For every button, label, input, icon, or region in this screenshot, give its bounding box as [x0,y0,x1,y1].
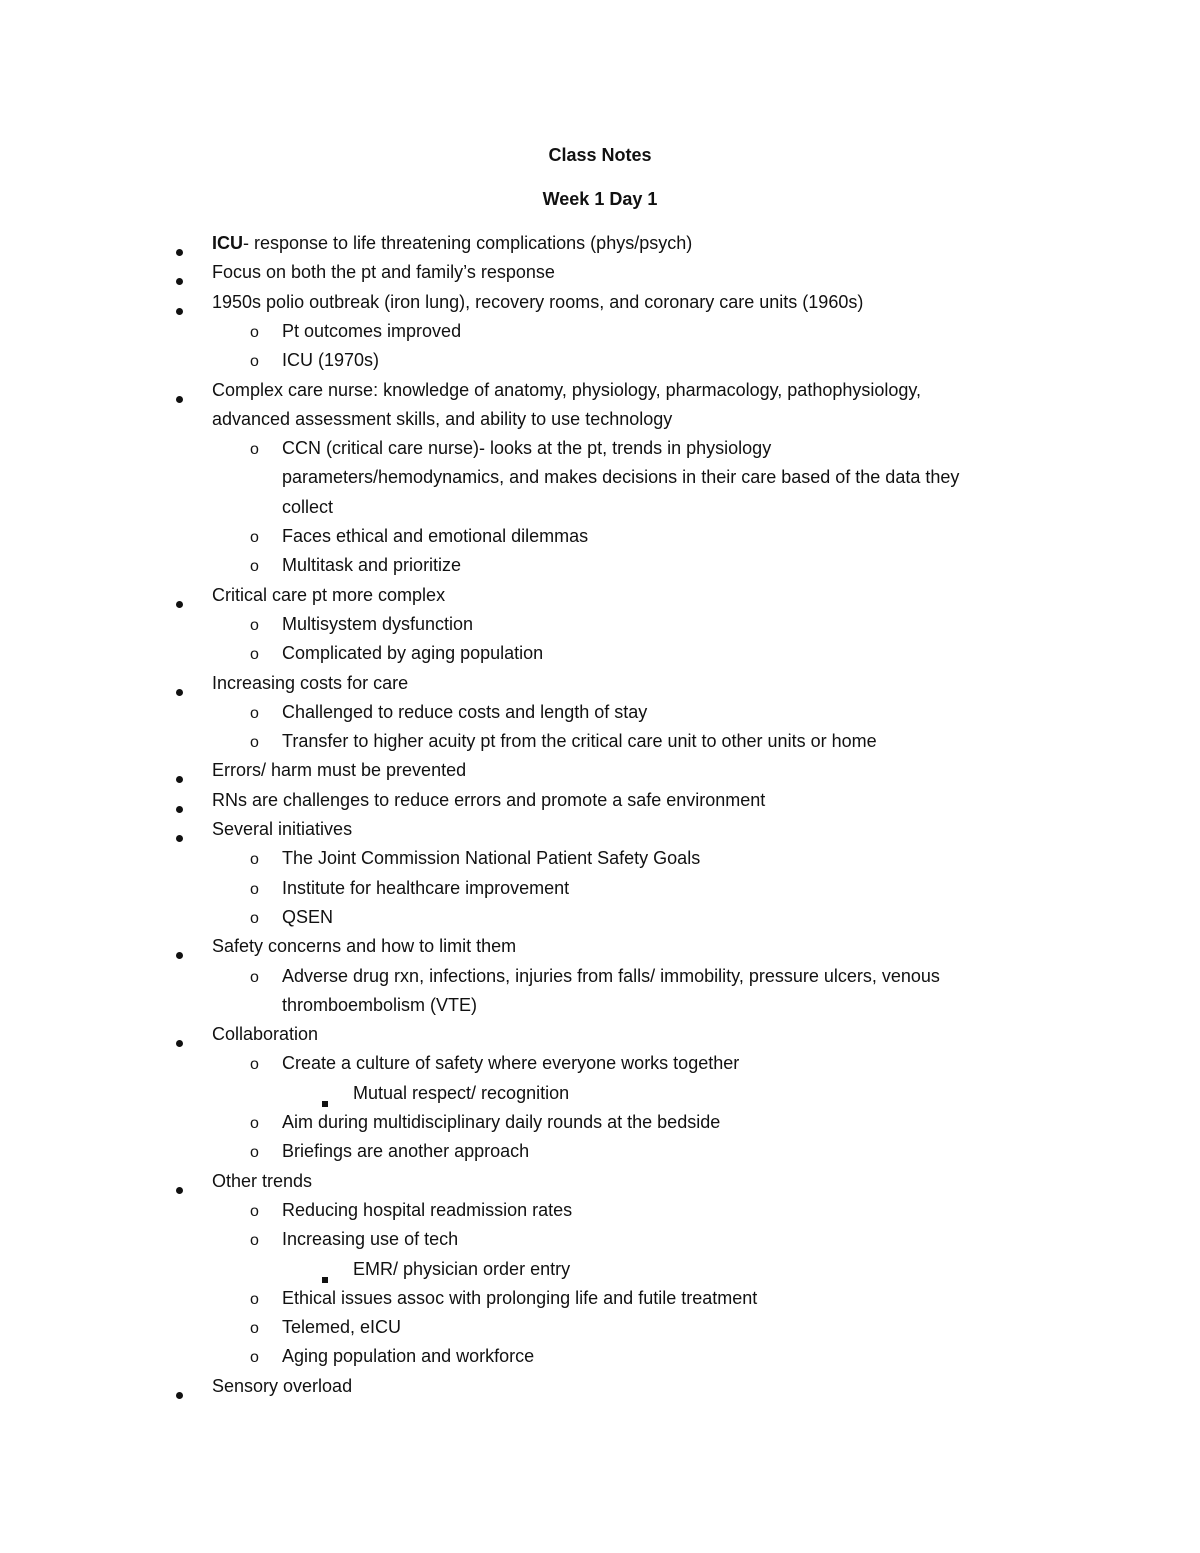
bullet-dot-icon [176,1382,183,1404]
bullet-circle-icon: o [250,880,259,898]
bullet-circle-icon: o [250,323,259,341]
list-item-text: Faces ethical and emotional dilemmas [282,526,589,546]
bullet-circle-icon: o [250,704,259,722]
list-item-text: Aging population and workforce [282,1346,535,1367]
bullet-dot-icon [176,268,183,290]
list-item-text: Institute for healthcare improvement [282,877,570,898]
bullet-circle-icon: o [250,353,259,371]
bullet-dot-icon [176,591,183,613]
bullet-dot-icon [176,942,183,964]
bullet-circle-icon: o [250,1115,259,1132]
list-item-text: Focus on both the pt and family’s response [212,262,555,283]
list-item-text: Adverse drug rxn, infections, injuries from falls/ immobility, pressure ulcers, venous [282,965,940,986]
bullet-circle-icon: o [250,968,259,986]
bullet-circle-icon: o [250,1144,259,1162]
bullet-dot-icon [176,679,183,701]
list-item-text: CCN (critical care nurse)- looks at the pt, trends in physiology [282,438,772,459]
list-item-text: QSEN [282,906,334,927]
bullet-circle-icon: o [250,1202,259,1220]
list-item-text: Several initiatives [212,819,353,839]
list-item-text: Ethical issues assoc with prolonging life and futile treatment [282,1287,758,1308]
list-item-text: Briefings are another approach [282,1141,530,1162]
list-item-text: EMR/ physician order entry [353,1258,571,1279]
list-item-text: Increasing costs for care [212,672,409,693]
bullet-circle-icon: o [250,646,259,664]
list-item-text: Complex care nurse: knowledge of anatomy, physiology, pharmacology, pathophysiology, [212,379,922,400]
bullet-circle-icon: o [250,1290,259,1308]
list-item-text: The Joint Commission National Patient Safety Goals [282,848,701,869]
bullet-square-icon [322,1266,328,1288]
list-item-text: Sensory overload [212,1375,353,1396]
list-item-text: Multisystem dysfunction [282,613,474,634]
bullet-circle-icon: o [250,616,259,634]
list-item-text: 1950s polio outbreak (iron lung), recovery rooms, and coronary care units (1960s) [212,291,864,312]
bullet-circle-icon: o [250,1056,259,1074]
bullet-dot-icon [176,1177,183,1199]
list-item-text: Other trends [212,1170,313,1191]
list-item-text: Telemed, eICU [282,1317,402,1338]
bullet-circle-icon: o [250,529,259,546]
bullet-circle-icon: o [250,1320,259,1338]
bullet-dot-icon [176,386,183,408]
list-item-text: Multitask and prioritize [282,555,462,576]
list-item-text: RNs are challenges to reduce errors and promote a safe environment [212,789,766,810]
list-item-text: Safety concerns and how to limit them [212,936,517,957]
list-item-text: collect [282,496,334,517]
list-item-text: ICU- response to life threatening complications (phys/psych) [212,233,693,253]
list-item-text: Aim during multidisciplinary daily rounds at the bedside [282,1112,721,1132]
bullet-circle-icon: o [250,909,259,927]
bullet-dot-icon [176,796,183,818]
page-title: Class Notes [548,145,652,165]
bullet-dot-icon [176,1030,183,1052]
bullet-circle-icon: o [250,1232,259,1250]
list-item-text: Critical care pt more complex [212,584,446,605]
list-item-text: thromboembolism (VTE) [282,994,478,1015]
page-subtitle: Week 1 Day 1 [542,189,658,209]
list-item-text: ICU (1970s) [282,350,380,371]
list-item-text: Transfer to higher acuity pt from the critical care unit to other units or home [282,731,877,752]
list-item-text: Collaboration [212,1024,319,1045]
list-item-text: advanced assessment skills, and ability to use technology [212,408,673,429]
list-item-text: Reducing hospital readmission rates [282,1199,573,1220]
list-item-text: parameters/hemodynamics, and makes decisions in their care based of the data they [282,467,960,488]
bullet-circle-icon: o [250,734,259,752]
list-item-text: Create a culture of safety where everyone works together [282,1053,740,1074]
list-item-text: Complicated by aging population [282,643,544,664]
bullet-circle-icon: o [250,558,259,576]
bullet-dot-icon [176,239,183,261]
list-item-text: Pt outcomes improved [282,320,462,341]
list-item-text: Mutual respect/ recognition [353,1082,570,1103]
bullet-circle-icon: o [250,1349,259,1367]
bullet-dot-icon [176,766,183,788]
bullet-square-icon [322,1090,328,1112]
bullet-dot-icon [176,825,183,847]
bullet-dot-icon [176,298,183,320]
list-item-text: Increasing use of tech [282,1229,459,1250]
list-item-text: Errors/ harm must be prevented [212,760,467,781]
list-item-text: Challenged to reduce costs and length of stay [282,701,648,722]
bullet-circle-icon: o [250,851,259,869]
bullet-circle-icon: o [250,441,259,459]
